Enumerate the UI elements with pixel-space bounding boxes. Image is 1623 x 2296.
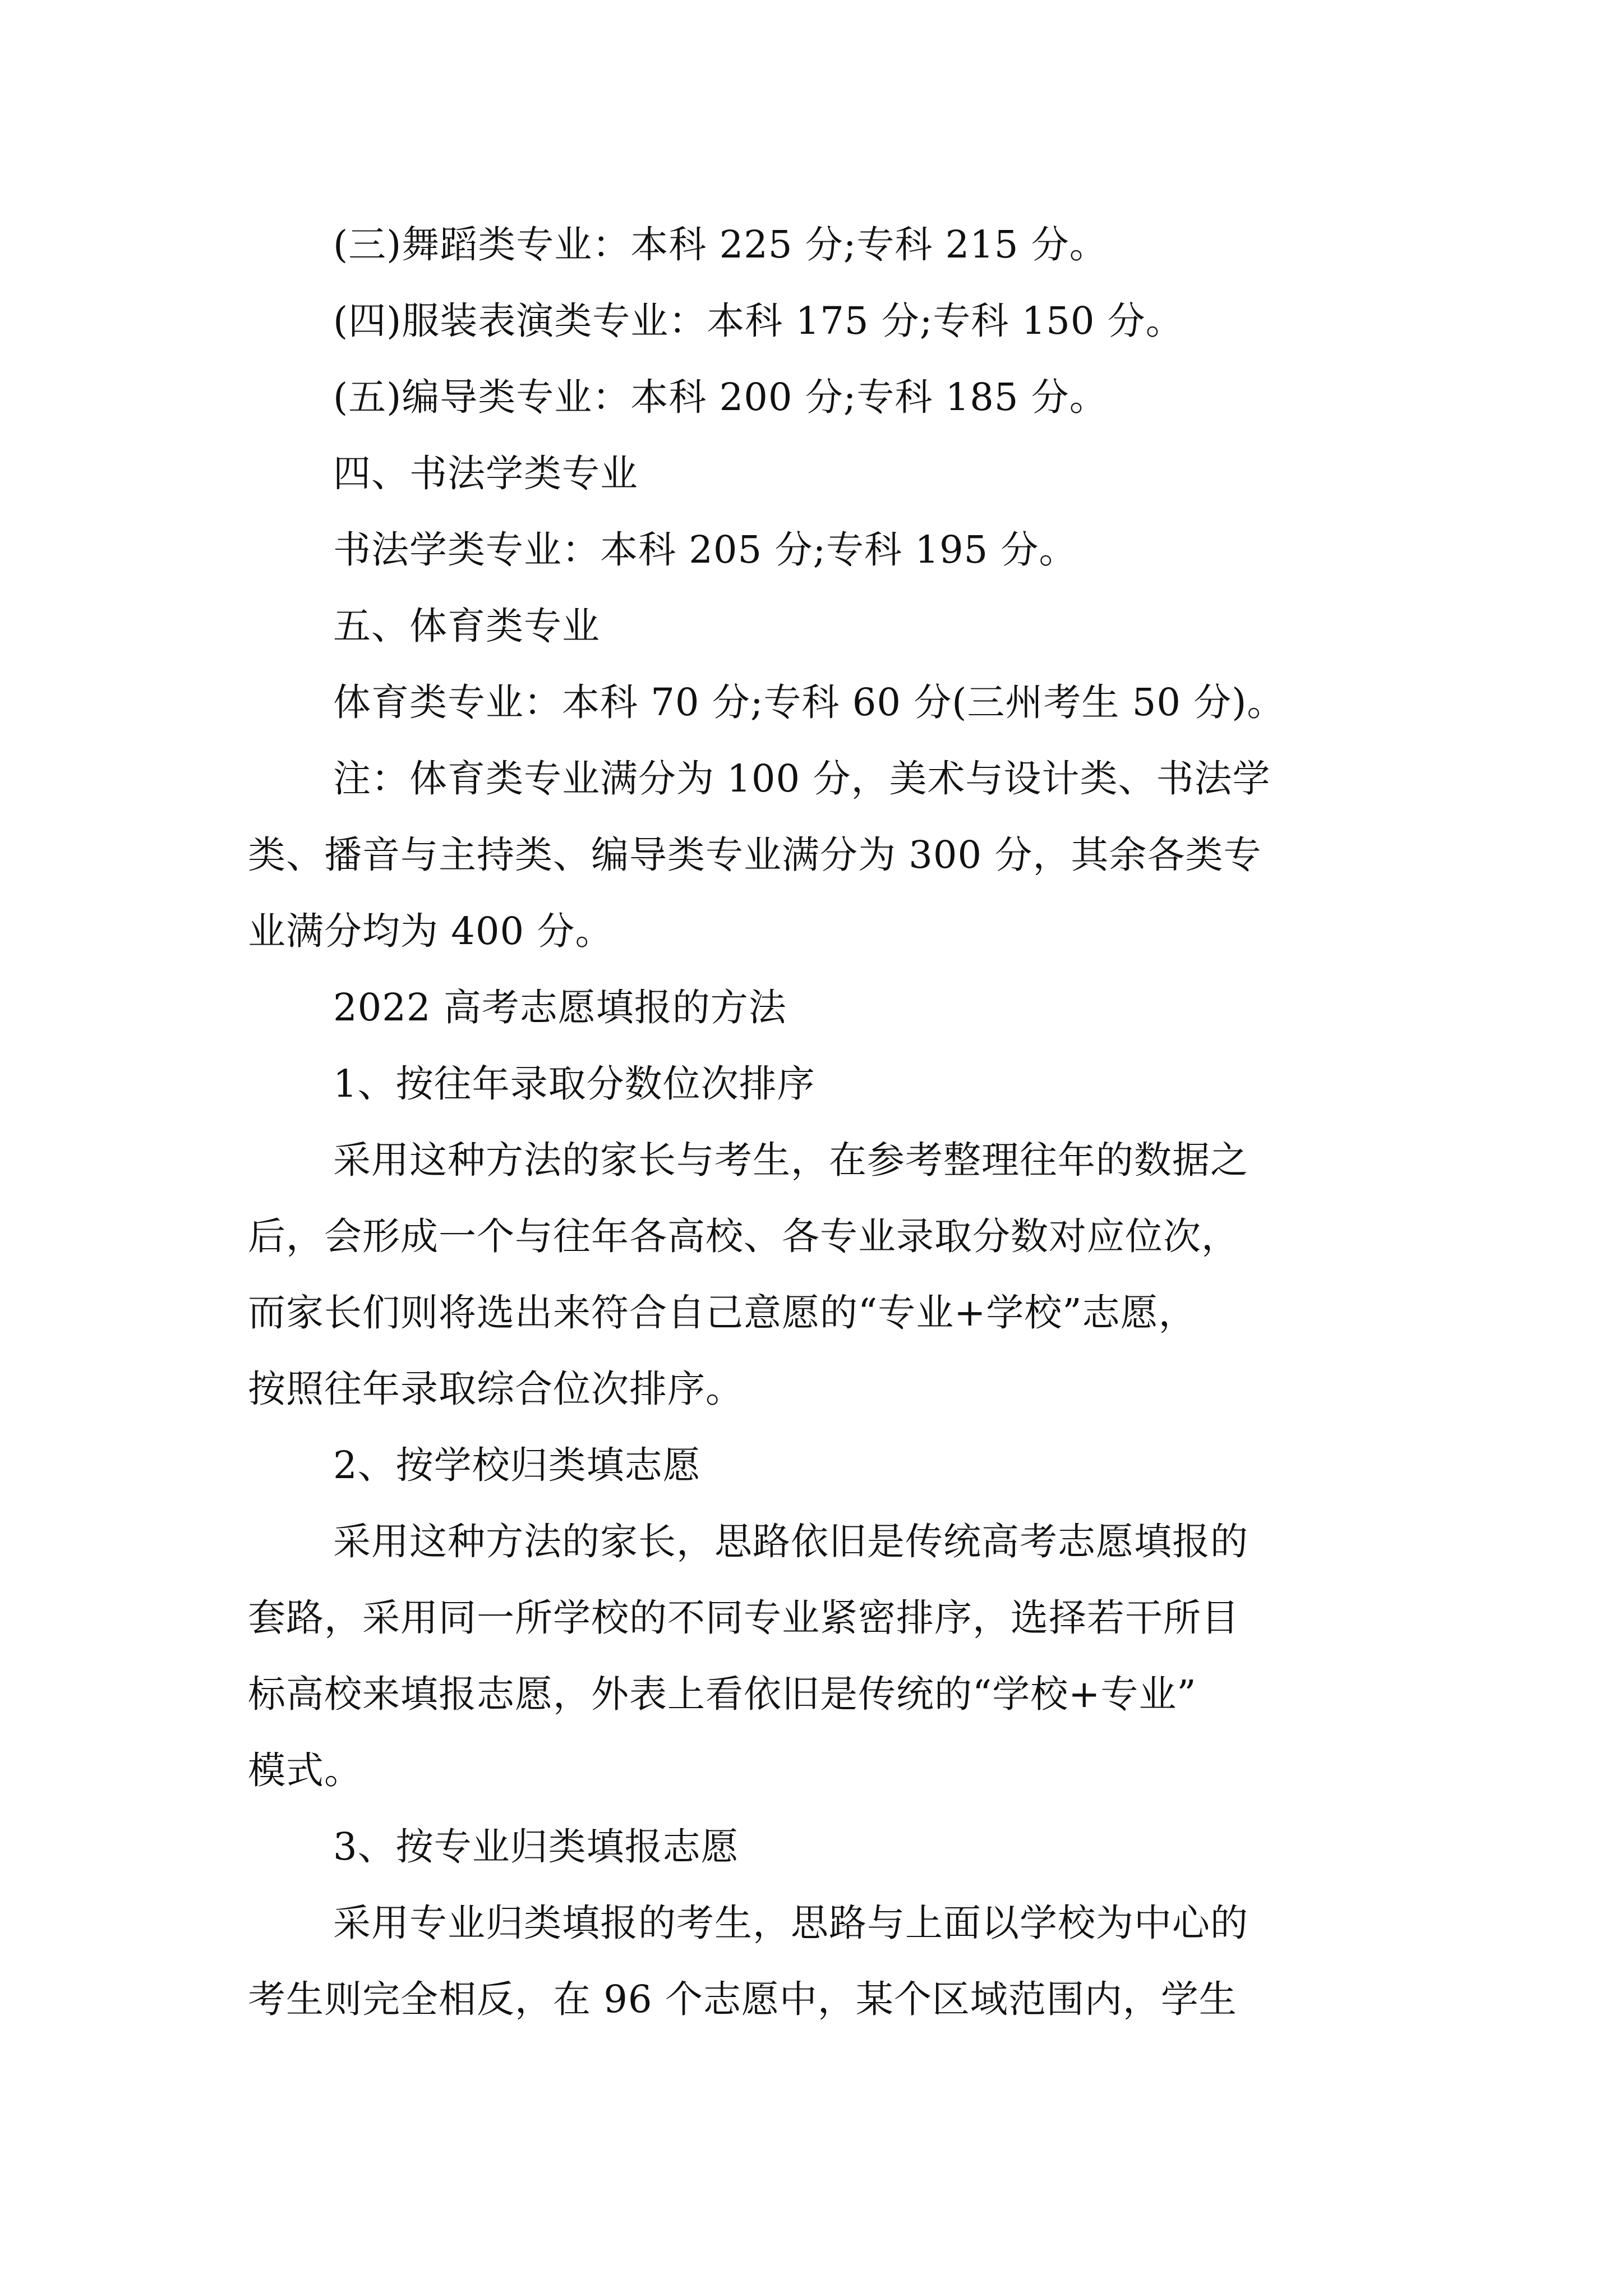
note-line: 类、播音与主持类、编导类专业满分为 300 分，其余各类专: [248, 833, 1262, 877]
paragraph-line: 采用专业归类填报的考生，思路与上面以学校为中心的: [333, 1901, 1248, 1945]
paragraph-line: 采用这种方法的家长，思路依旧是传统高考志愿填报的: [333, 1520, 1248, 1563]
text-line: (五)编导类专业：本科 200 分;专科 185 分。: [333, 375, 1108, 419]
paragraph-line: 套路，采用同一所学校的不同专业紧密排序，选择若干所目: [248, 1596, 1239, 1640]
document-body: [248, 206, 1386, 2037]
text-line: (三)舞蹈类专业：本科 225 分;专科 215 分。: [333, 223, 1108, 266]
text-line: 体育类专业：本科 70 分;专科 60 分(三州考生 50 分)。: [333, 680, 1285, 724]
note-line: 业满分均为 400 分。: [248, 909, 614, 953]
note-line: 注：体育类专业满分为 100 分，美术与设计类、书法学: [333, 757, 1271, 800]
section-heading: 2022 高考志愿填报的方法: [333, 986, 787, 1029]
method-heading: 2、按学校归类填志愿: [333, 1443, 701, 1487]
paragraph-line: 采用这种方法的家长与考生，在参考整理往年的数据之: [333, 1138, 1248, 1182]
method-heading: 1、按往年录取分数位次排序: [333, 1062, 815, 1106]
paragraph-line: 考生则完全相反，在 96 个志愿中，某个区域范围内，学生: [248, 1977, 1237, 2021]
paragraph-line: 模式。: [248, 1749, 362, 1792]
method-heading: 3、按专业归类填报志愿: [333, 1825, 739, 1869]
section-heading: 四、书法学类专业: [333, 452, 638, 495]
paragraph-line: 按照往年录取综合位次排序。: [248, 1367, 744, 1411]
paragraph-line: 标高校来填报志愿，外表上看依旧是传统的“学校+专业”: [248, 1672, 1197, 1716]
text-line: 书法学类专业：本科 205 分;专科 195 分。: [333, 528, 1077, 572]
paragraph-line: 后，会形成一个与往年各高校、各专业录取分数对应位次，: [248, 1214, 1239, 1258]
section-heading: 五、体育类专业: [333, 604, 600, 648]
paragraph-line: 而家长们则将选出来符合自己意愿的“专业+学校”志愿，: [248, 1291, 1197, 1335]
text-line: (四)服装表演类专业：本科 175 分;专科 150 分。: [333, 299, 1184, 343]
